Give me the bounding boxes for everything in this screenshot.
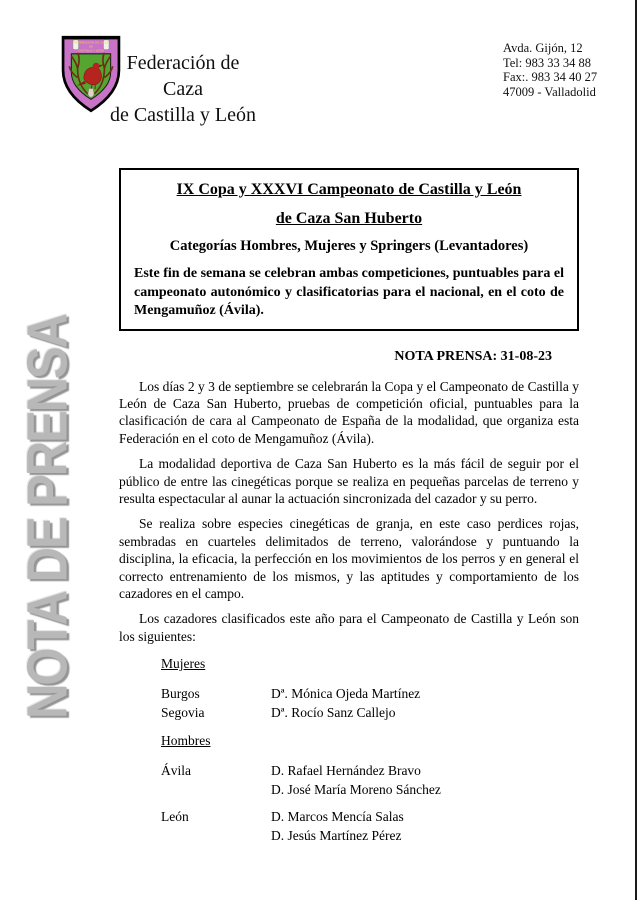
list-entry-leon: [161, 807, 579, 845]
headline-line1: IX Copa y XXXVI Campeonato de Castilla y León: [176, 181, 522, 198]
hunter-names: [271, 761, 441, 799]
nota-de-prensa-watermark: NOTA DE PRENSA: [17, 315, 80, 719]
organization-name-line2: de Castilla y León: [109, 104, 257, 126]
hunter-name: D. Jesús Martínez Pérez: [271, 828, 402, 844]
contact-address: Avda. Gijón, 12: [503, 41, 583, 55]
contact-fax: Fax:. 983 34 40 27: [503, 70, 598, 84]
list-entry-segovia: [161, 703, 579, 722]
hunter-names: [271, 684, 420, 703]
section-heading-mujeres: Mujeres: [161, 656, 206, 672]
hunter-name: D. José María Moreno Sánchez: [271, 782, 441, 798]
list-entry-avila: [161, 761, 579, 799]
body-paragraph-4: Los cazadores clasificados este año para el Campeonato de Castilla y León son los siguientes:: [119, 611, 579, 644]
contact-block: [503, 41, 597, 99]
hunter-names: [271, 703, 395, 722]
deer-skull: [88, 88, 94, 97]
hunter-name: D. Marcos Mencía Salas: [271, 809, 404, 825]
headline-line2: de Caza San Huberto: [275, 210, 423, 227]
document-body: [119, 168, 579, 845]
shield-band-text-1: FEDERACIÓN DE CAZA: [73, 40, 109, 45]
qualified-hunters-list: [161, 655, 579, 845]
province-label: León: [161, 809, 189, 825]
shield-band-text-3: CASTILLA Y LEÓN: [77, 48, 105, 53]
province-label: Burgos: [161, 686, 200, 702]
shield-band-text-2: DE: [89, 44, 93, 49]
hunter-name: D. Rafael Hernández Bravo: [271, 763, 421, 779]
body-paragraph-3: Se realiza sobre especies cinegéticas de granja, en este caso perdices rojas, sembradas en cuarteles delimitados de terreno, valorándose y puntuando la disciplina, la eficacia, la perfección en los movimientos de los perros y en general el correcto entrenamiento de los mismos, y las aptitudes y comportamiento de los cazadores en el campo.: [119, 516, 579, 601]
headline-lead-paragraph: Este fin de semana se celebran ambas competiciones, puntuables para el campeonato autonómico y clasificatorias para el nacional, en el coto de Mengamuñoz (Ávila).: [134, 266, 564, 318]
hunter-name: Dª. Mónica Ojeda Martínez: [271, 686, 421, 702]
headline-subtitle: Categorías Hombres, Mujeres y Springers (Levantadores): [169, 238, 529, 254]
headline-box: [119, 168, 579, 331]
organization-name-line1: Federación de Caza: [126, 52, 240, 100]
province-label: Ávila: [161, 763, 191, 779]
hunter-name: Dª. Rocío Sanz Callejo: [271, 705, 396, 721]
contact-city: 47009 - Valladolid: [503, 84, 596, 99]
hunter-names: [271, 807, 404, 845]
body-paragraph-1: Los días 2 y 3 de septiembre se celebrarán la Copa y el Campeonato de Castilla y León de Caza San Huberto, pruebas de competición oficial, puntuables para la clasificación de cara al Campeonato de España de la modalidad, que organiza esta Federación en el coto de Mengamuñoz (Ávila).: [119, 378, 579, 446]
list-entry-burgos: [161, 684, 579, 703]
press-note-date: NOTA PRENSA: 31-08-23: [394, 348, 552, 364]
province-label: Segovia: [161, 705, 205, 721]
section-heading-hombres: Hombres: [161, 733, 211, 749]
organization-name: [108, 50, 258, 128]
body-paragraph-2: La modalidad deportiva de Caza San Huberto es la más fácil de seguir por el público de entre las cinegéticas porque se realiza en pequeñas parcelas de terreno y resulta espectacular al aunar la actuación sincronizada del cazador y su perro.: [119, 456, 579, 506]
contact-phone: Tel: 983 33 34 88: [503, 55, 592, 70]
